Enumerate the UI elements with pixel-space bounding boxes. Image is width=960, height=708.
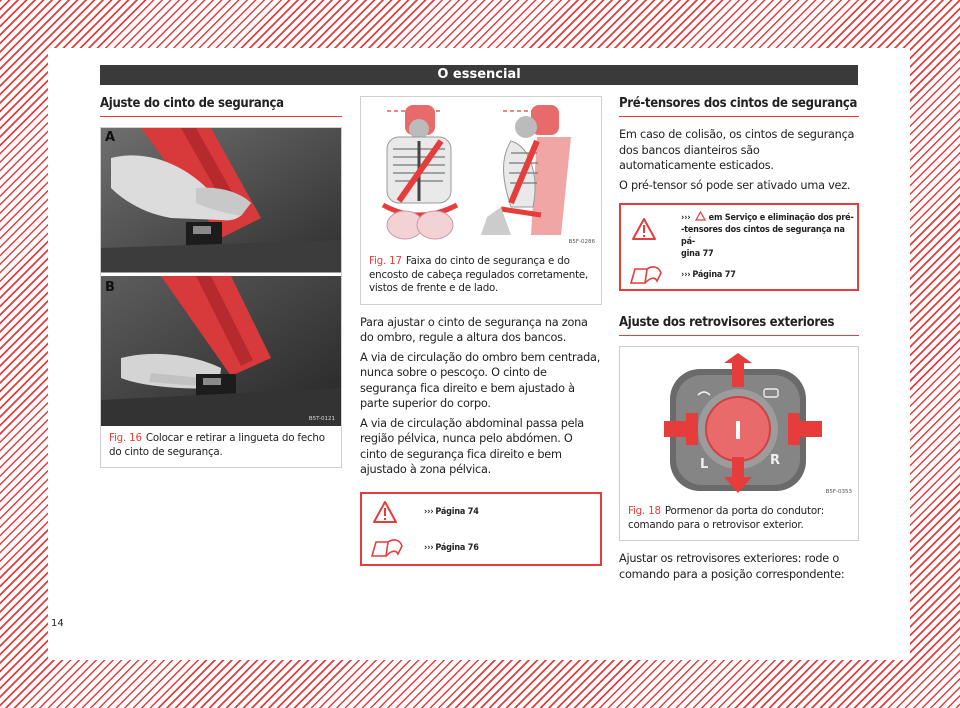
chevron-icon: ››› xyxy=(424,506,434,517)
warning-triangle-icon xyxy=(631,217,657,241)
book-icon xyxy=(629,263,663,285)
caption-text: Pormenor da porta do condutor: comando para o retrovisor exterior. xyxy=(628,505,825,531)
small-warning-icon xyxy=(695,211,706,221)
page xyxy=(48,48,910,660)
paragraph: Ajustar os retrovisores exteriores: rode o comando para a posição correspondente: xyxy=(619,552,845,581)
section-title-seatbelt: Ajuste do cinto de segurança xyxy=(100,96,342,117)
chapter-header: O essencial xyxy=(100,65,858,85)
warning-box xyxy=(619,203,859,291)
knob-label-left: L xyxy=(700,457,709,472)
warning-link[interactable]: ››› Página 74 xyxy=(424,506,479,517)
figure-18 xyxy=(619,346,859,541)
seatbelt-photo xyxy=(101,128,341,426)
figure-caption xyxy=(101,426,341,467)
middle-column xyxy=(360,96,602,566)
figure-17 xyxy=(360,96,602,305)
panel-label-a: A xyxy=(105,130,116,145)
paragraph: A via de circulação abdominal passa pela região pélvica, nunca pelo abdómen. O cinto de segurança fica direito e bem ajustado à zona pélvica. xyxy=(360,416,584,476)
page-link[interactable]: ››› Página 76 xyxy=(424,542,479,553)
chevron-icon: ››› xyxy=(424,542,434,553)
figure-number: Fig. 16 xyxy=(109,432,142,444)
page-number: 14 xyxy=(51,618,64,629)
skeleton-illustration xyxy=(361,97,601,249)
mirror-knob-drawing xyxy=(620,347,858,499)
warning-link[interactable]: ››› em Serviço e eliminação dos pré- -tensores dos cintos de segurança na pá- gina 77 xyxy=(681,213,854,259)
body-text xyxy=(619,127,859,193)
figure-16 xyxy=(100,127,342,468)
book-icon xyxy=(370,536,404,558)
warning-triangle-icon xyxy=(372,500,398,524)
section-title-mirrors: Ajuste dos retrovisores exteriores xyxy=(619,315,859,336)
figure-caption xyxy=(620,499,858,540)
figure-number: Fig. 18 xyxy=(628,505,661,517)
belt-position-illustration xyxy=(361,97,601,249)
body-text xyxy=(619,551,859,582)
image-code: B5T-0121 xyxy=(308,416,335,422)
knob-label-right: R xyxy=(770,453,781,468)
section-title-pretensioner: Pré-tensores dos cintos de segurança xyxy=(619,96,859,117)
left-column xyxy=(100,96,342,468)
figure-number: Fig. 17 xyxy=(369,255,402,267)
paragraph: Para ajustar o cinto de segurança na zona do ombro, regule a altura dos bancos. xyxy=(360,315,588,344)
mirror-control-illustration xyxy=(620,347,858,499)
caption-text: Faixa do cinto de segurança e do encosto de cabeça regulados corretamente, vistos de frente e de lado. xyxy=(369,255,589,294)
paragraph: O pré-tensor só pode ser ativado uma vez. xyxy=(619,178,851,192)
image-code: B5F-0286 xyxy=(568,239,595,245)
seatbelt-photo-illustration xyxy=(101,128,341,426)
page-link[interactable]: ››› Página 77 xyxy=(681,270,736,280)
caption-text: Colocar e retirar a lingueta do fecho do cinto de segurança. xyxy=(109,432,325,458)
warning-box xyxy=(360,492,602,566)
body-text xyxy=(360,315,602,478)
paragraph: Em caso de colisão, os cintos de segurança dos bancos dianteiros são automaticamente esticados. xyxy=(619,128,855,172)
chevron-icon: ››› xyxy=(681,213,691,223)
figure-caption xyxy=(361,249,601,304)
image-code: B5F-0353 xyxy=(825,489,852,495)
paragraph: A via de circulação do ombro bem centrada, nunca sobre o pescoço. O cinto de segurança fica direito e bem ajustado à parte superior do corpo. xyxy=(360,350,601,410)
right-column xyxy=(619,96,859,586)
chevron-icon: ››› xyxy=(681,270,691,280)
panel-label-b: B xyxy=(105,280,115,295)
